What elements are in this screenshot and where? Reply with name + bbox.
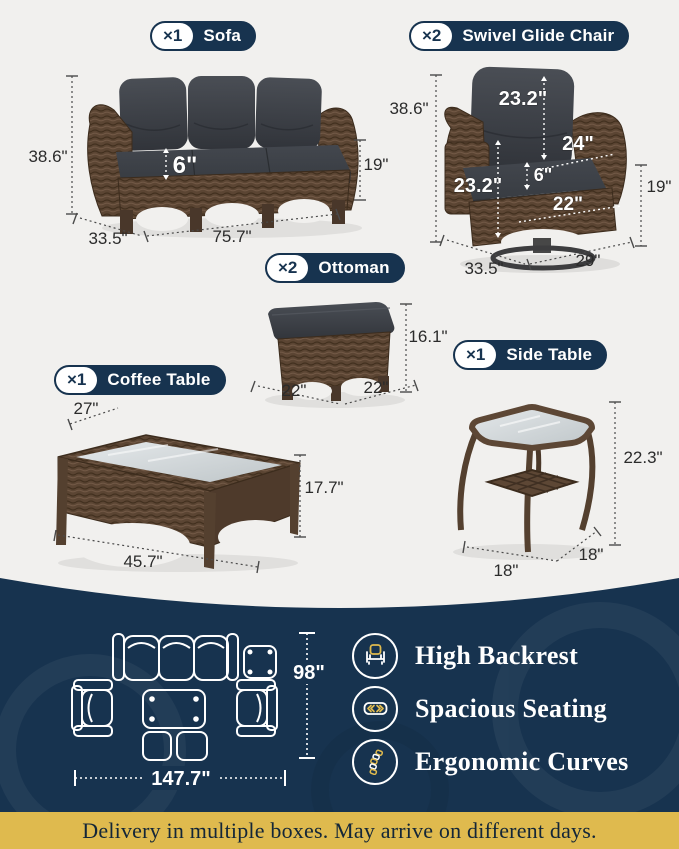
set-overview-section [0, 560, 679, 812]
feature-label: Spacious Seating [415, 693, 607, 723]
chair-cushion-dim: 6" [533, 165, 553, 185]
side-table-qty: ×1 [455, 342, 496, 368]
chair-pill-label: Swivel Glide Chair [462, 26, 615, 45]
armchair-icon [352, 633, 398, 679]
wide-seat-icon [352, 686, 398, 732]
chair-height-dim: 38.6" [389, 99, 429, 118]
coffee-table-depth-dim: 27" [73, 399, 99, 418]
chair-qty-pill [409, 21, 629, 51]
feature-high-backrest [352, 632, 674, 679]
sofa-height-dim: 38.6" [28, 147, 68, 166]
sofa-qty-pill [150, 21, 256, 51]
sofa-illustration [20, 52, 395, 267]
set-layout-diagram [60, 630, 340, 790]
feature-spacious-seating [352, 685, 674, 732]
chair-seat-height-dim: 19" [646, 177, 672, 196]
sofa-seat-height-dim: 19" [363, 155, 389, 174]
delivery-note-bar [0, 812, 679, 849]
sofa-width-dim: 75.7" [212, 227, 252, 246]
side-table-pill-label: Side Table [506, 345, 593, 364]
delivery-note: Delivery in multiple boxes. May arrive on different days. [82, 817, 597, 843]
side-table-illustration [430, 380, 679, 585]
feature-list [352, 632, 674, 791]
ottoman-qty: ×2 [267, 255, 308, 281]
chair-qty: ×2 [411, 23, 452, 49]
chair-seat-depth-dim: 24" [562, 133, 594, 155]
side-table-depth-dim: 18" [493, 561, 519, 580]
feature-ergonomic-curves [352, 738, 674, 785]
ottoman-depth-dim: 22" [281, 381, 307, 400]
ottoman-height-dim: 16.1" [408, 327, 448, 346]
feature-label: Ergonomic Curves [415, 746, 629, 776]
layout-width-dim: 147.7" [151, 768, 211, 790]
layout-depth-dim: 98" [293, 662, 325, 684]
sofa-cushion-dim: 6" [172, 152, 198, 179]
spine-curve-icon [352, 739, 398, 785]
coffee-table-illustration [28, 395, 368, 580]
side-table-width-dim: 18" [578, 545, 604, 564]
coffee-table-qty: ×1 [56, 367, 97, 393]
swivel-chair-illustration [385, 50, 679, 285]
coffee-table-qty-pill [54, 365, 226, 395]
coffee-table-length-dim: 45.7" [123, 552, 163, 571]
feature-label: High Backrest [415, 640, 579, 670]
chair-back-height-dim: 23.2" [498, 88, 548, 110]
sofa-pill-label: Sofa [203, 26, 242, 45]
sofa-qty: ×1 [152, 23, 193, 49]
ottoman-width-dim: 22" [363, 378, 389, 397]
chair-depth-dim: 33.5" [464, 259, 504, 278]
coffee-table-height-dim: 17.7" [304, 478, 344, 497]
side-table-height-dim: 22.3" [623, 448, 663, 467]
ottoman-pill-label: Ottoman [318, 258, 390, 277]
side-table-qty-pill [453, 340, 607, 370]
chair-seat-width-dim: 22" [552, 194, 584, 215]
coffee-table-pill-label: Coffee Table [107, 370, 211, 389]
sofa-depth-dim: 33.5" [88, 229, 128, 248]
chair-width-dim: 29" [575, 251, 601, 270]
chair-arm-height-dim: 23.2" [453, 175, 503, 197]
